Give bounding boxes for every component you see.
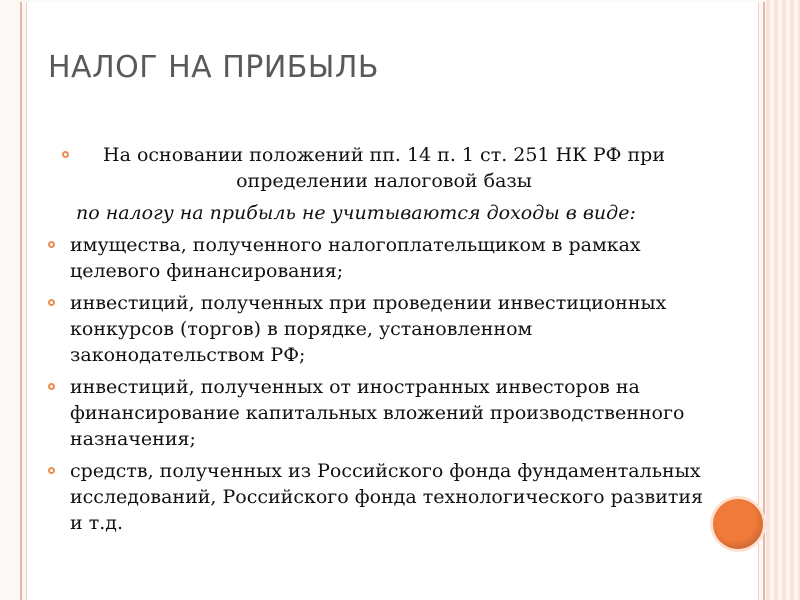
intro-block <box>48 142 720 226</box>
list-item-text: инвестиций, полученных при проведении инвестиционных конкурсов (торгов) в порядке, установленном законодательством РФ; <box>70 292 667 366</box>
list-item-text: инвестиций, полученных от иностранных инвесторов на финансирование капитальных вложений производственного назначения; <box>70 376 685 450</box>
bullet-icon <box>48 467 55 474</box>
bullet-list <box>48 232 720 536</box>
bullet-icon <box>48 299 55 306</box>
intro-text: На основании положений пп. 14 п. 1 ст. 251 НК РФ при определении налоговой базы <box>103 144 665 192</box>
list-item-text: имущества, полученного налогоплательщиком в рамках целевого финансирования; <box>70 234 641 282</box>
bullet-icon <box>48 241 55 248</box>
list-item <box>48 458 720 536</box>
bullet-icon <box>62 151 69 158</box>
decorative-side-stripe <box>766 0 800 600</box>
intro-italic-text: по налогу на прибыль не учитываются доходы в виде: <box>76 202 636 224</box>
decorative-orange-circle-icon <box>713 499 763 549</box>
slide-body <box>48 142 720 536</box>
list-item <box>48 290 720 368</box>
bullet-icon <box>48 383 55 390</box>
list-item <box>48 374 720 452</box>
list-item-text: средств, полученных из Российского фонда фундаментальных исследований, Российского фонда технологического развития и т.д. <box>70 460 704 534</box>
slide-title: НАЛОГ НА ПРИБЫЛЬ <box>48 50 379 85</box>
list-item <box>48 232 720 284</box>
